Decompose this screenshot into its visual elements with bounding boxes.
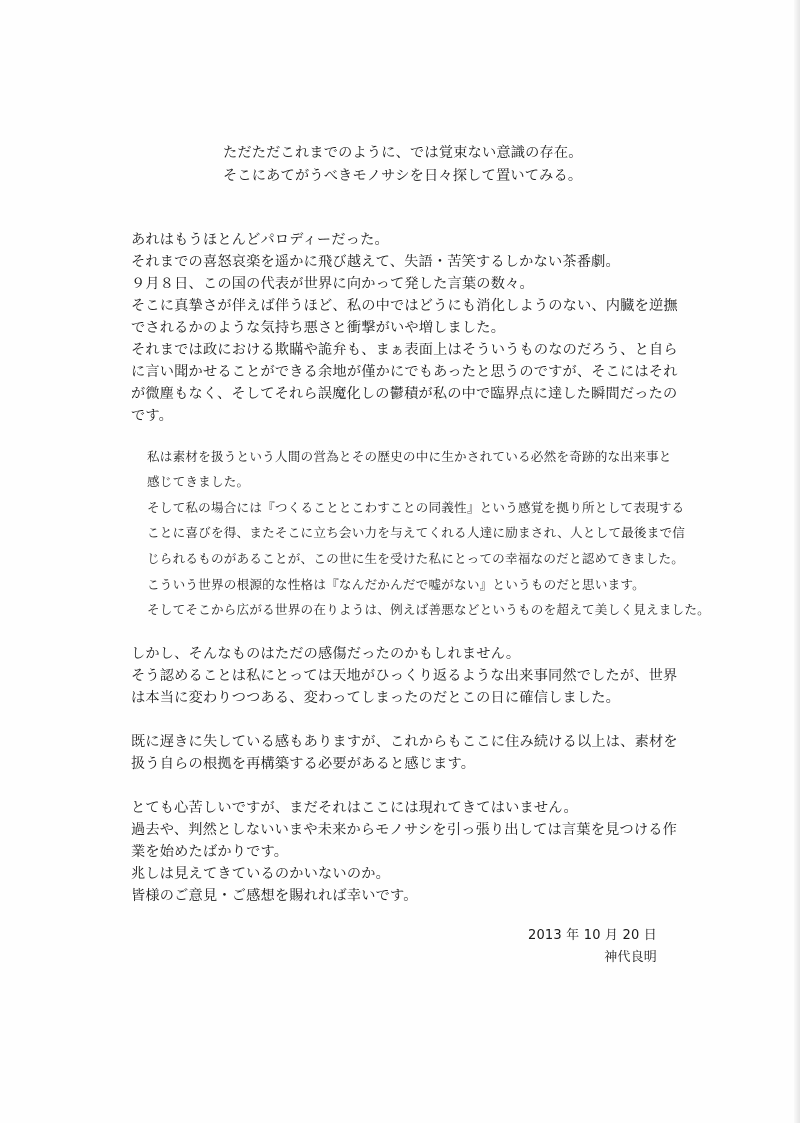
paragraph-2-line-3: は本当に変わりつつある、変わってしまったのだとこの日に確信しました。 — [131, 690, 621, 706]
page-edge-shadow — [794, 0, 800, 1123]
paragraph-1-line-3: ９月８日、この国の代表が世界に向かって発した言葉の数々。 — [131, 276, 534, 292]
paragraph-1-line-1: あれはもうほとんどパロディーだった。 — [131, 232, 389, 248]
quote-line-7: そしてそこから広がる世界の在りようは、例えば善悪などというものを超えて美しく見えました。 — [147, 602, 710, 617]
paragraph-3-line-1: 既に遅きに失している感もありますが、これからもここに住み続ける以上は、素材を — [131, 734, 678, 750]
paragraph-1-line-2: それまでの喜怒哀楽を遥かに飛び越えて、失語・苦笑するしかない茶番劇。 — [131, 254, 620, 270]
quote-line-5: じられるものがあることが、この世に生を受けた私にとっての幸福なのだと認めてきました。 — [147, 551, 685, 566]
quote-line-6: こういう世界の根源的な性格は『なんだかんだで嘘がない』というものだと思います。 — [147, 577, 645, 592]
paragraph-2-line-2: そう認めることは私にとっては天地がひっくり返るような出来事同然でしたが、世界 — [131, 668, 678, 684]
quote-line-3: そして私の場合には『つくることとこわすことの同義性』という感覚を拠り所として表現する — [147, 500, 685, 515]
quote-line-4: ことに喜びを得、またそこに立ち会い力を与えてくれる人達に励まされ、人として最後まで信 — [147, 525, 686, 540]
paragraph-3-line-2: 扱う自らの根拠を再構築する必要があると感じます。 — [131, 756, 476, 772]
paragraph-2-line-1: しかし、そんなものはただの感傷だったのかもしれません。 — [131, 646, 521, 662]
signature-date: 2013 年 10 月 20 日 — [527, 928, 657, 943]
quote-line-1: 私は素材を扱うという人間の営為とその歴史の中に生かされている必然を奇跡的な出来事と — [147, 449, 672, 464]
paragraph-4-line-5: 皆様のご意見・ご感想を賜れれば幸いです。 — [131, 888, 418, 904]
paragraph-4-line-3: 業を始めたばかりです。 — [131, 844, 289, 860]
paragraph-1-line-9: です。 — [131, 408, 174, 424]
paragraph-4-line-4: 兆しは見えてきているのかいないのか。 — [131, 866, 390, 882]
paragraph-1-line-7: に言い聞かせることができる余地が僅かにでもあったと思うのですが、そこにはそれ — [131, 364, 678, 380]
paragraph-4-line-1: とても心苦しいですが、まだそれはここには現れてきてはいません。 — [131, 800, 578, 816]
paragraph-1-line-4: そこに真摯さが伴えば伴うほど、私の中ではどうにも消化しようのない、内臓を逆撫 — [131, 298, 678, 314]
paragraph-4-line-2: 過去や、判然としないいまや未来からモノサシを引っ張り出しては言葉を見つける作 — [131, 822, 678, 838]
paragraph-1-line-5: でされるかのような気持ち悪さと衝撃がいや増しました。 — [131, 320, 506, 336]
signature-author: 神代良明 — [604, 950, 657, 965]
heading-line-1: ただただこれまでのように、では覚束ない意識の存在。 — [223, 145, 583, 161]
paragraph-1-line-6: それまでは政における欺瞞や詭弁も、まぁ表面上はそういうものなのだろう、と自ら — [131, 342, 678, 358]
heading-line-2: そこにあてがうべきモノサシを日々探して置いてみる。 — [223, 168, 583, 184]
paragraph-1-line-8: が微塵もなく、そしてそれら誤魔化しの鬱積が私の中で臨界点に達した瞬間だったの — [131, 386, 678, 402]
quote-line-2: 感じてきました。 — [147, 474, 250, 489]
